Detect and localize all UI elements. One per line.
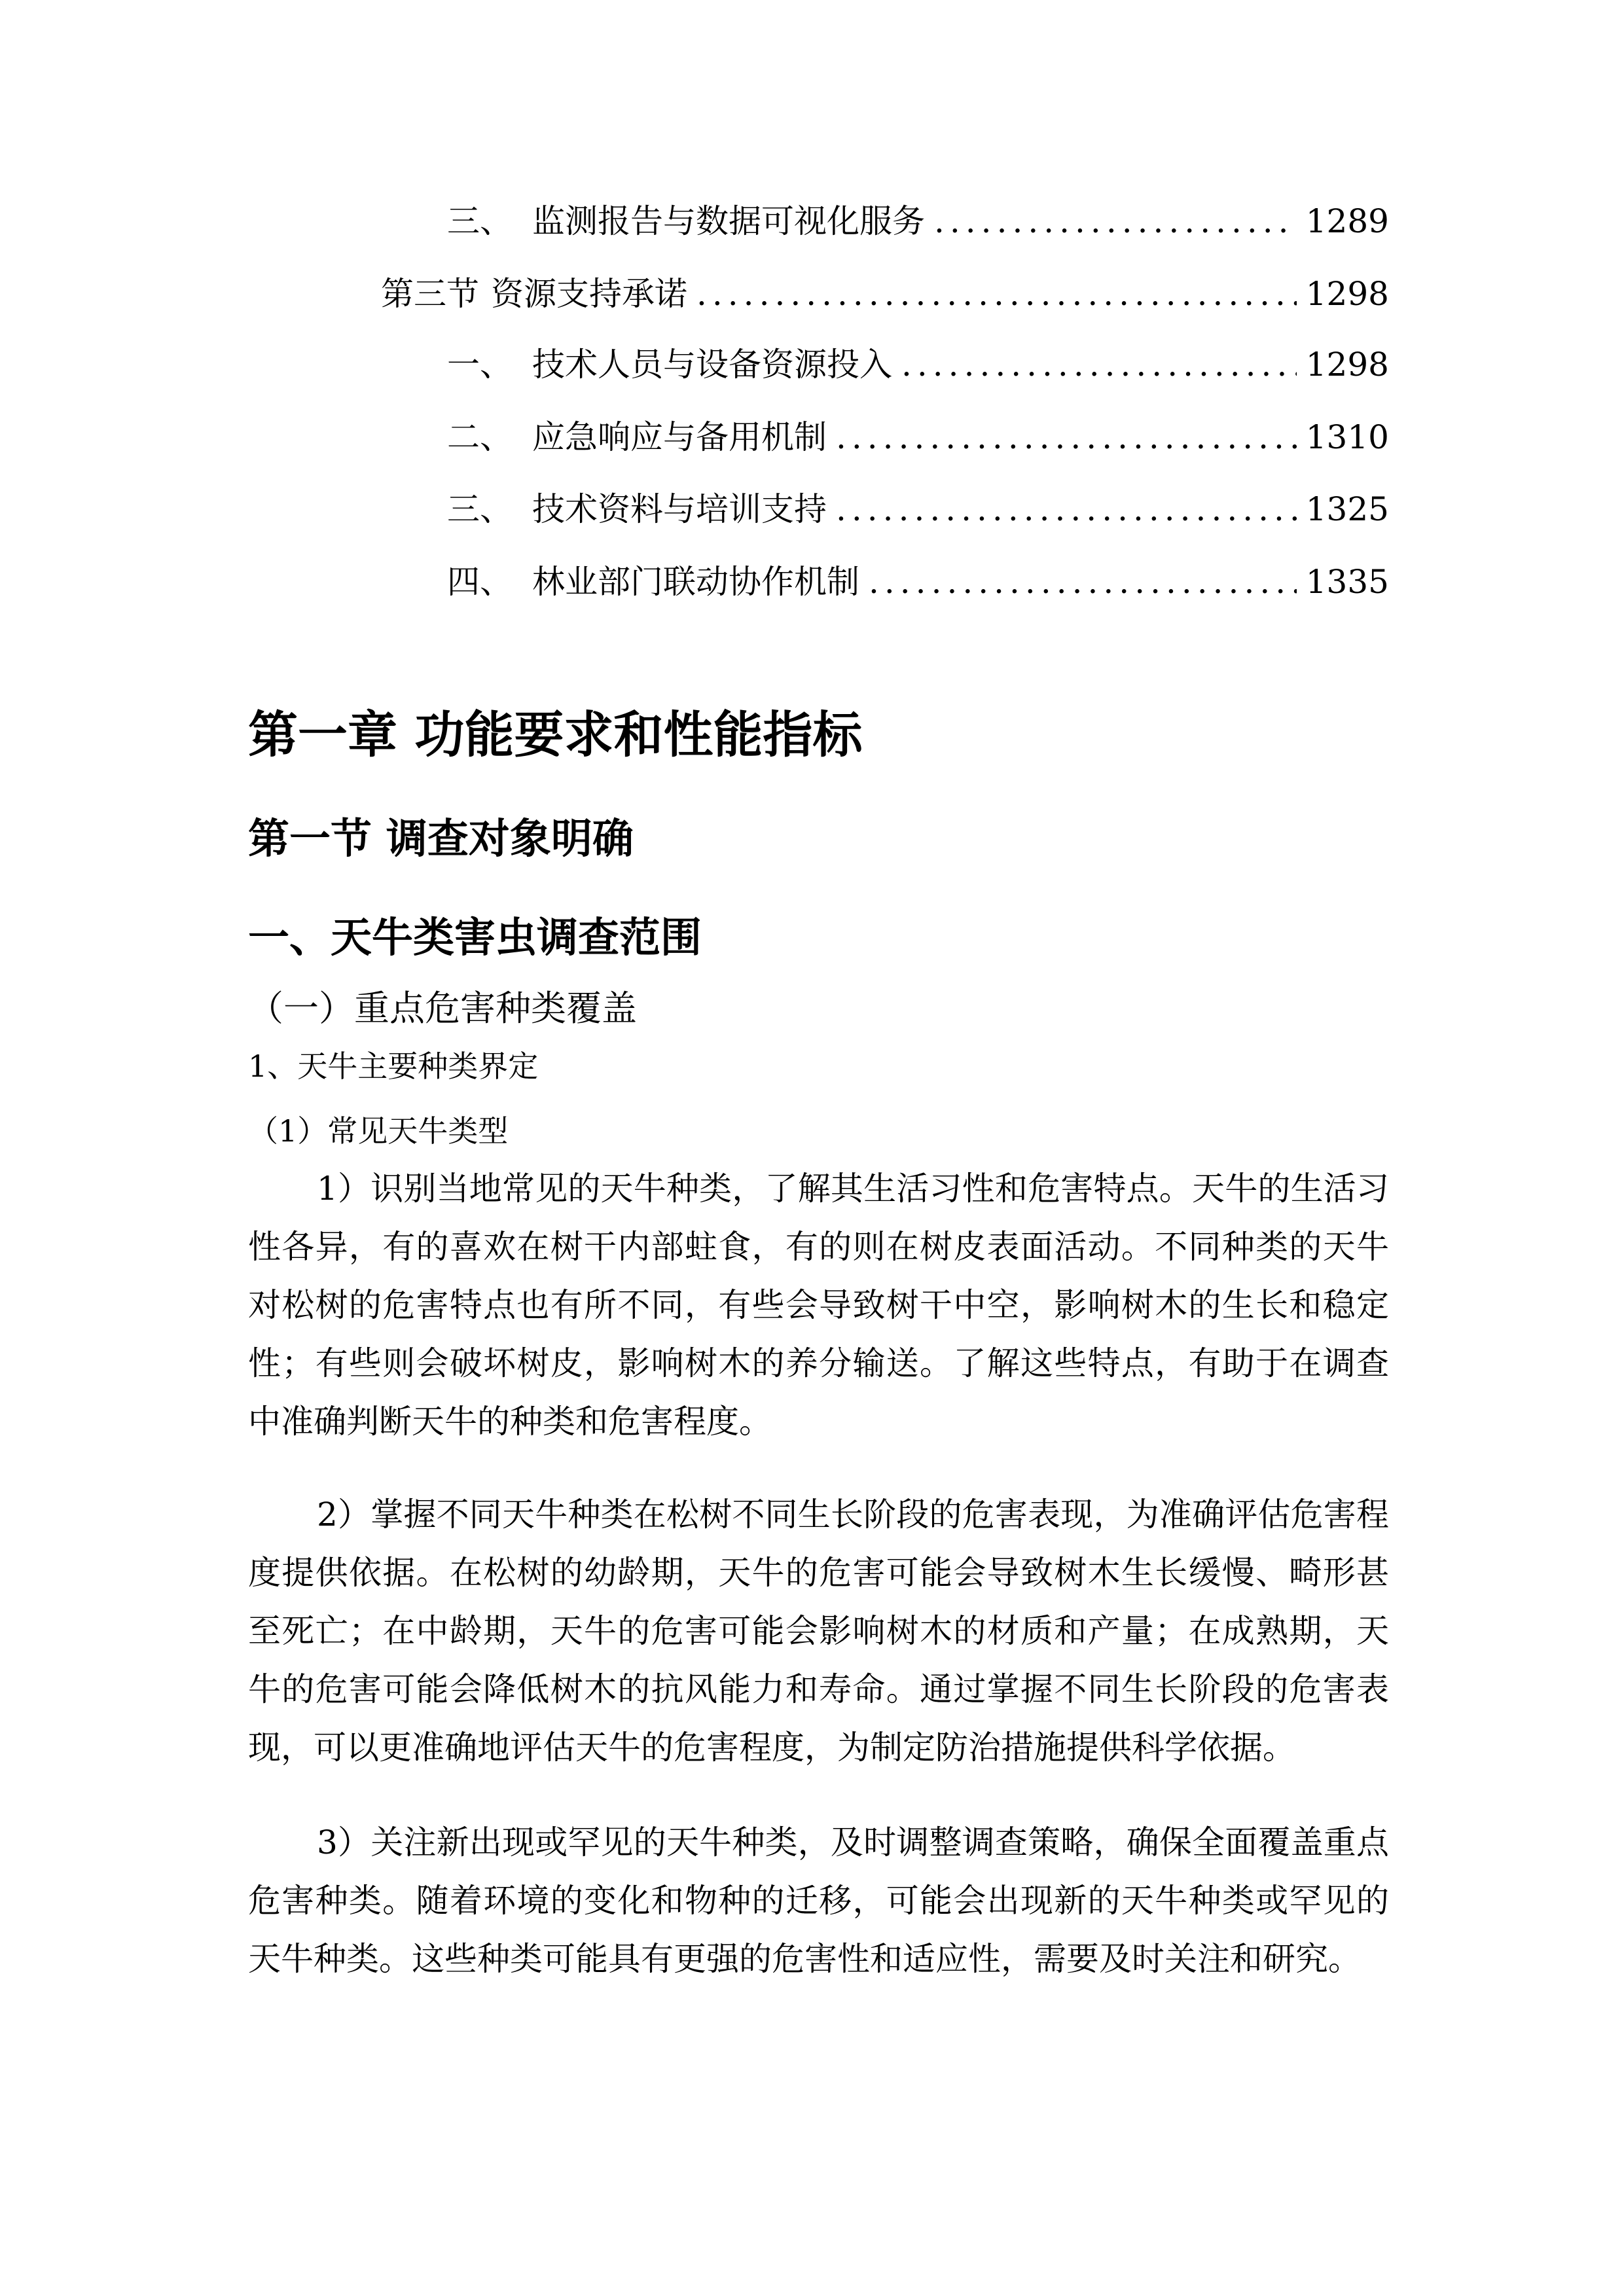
sub-heading-level-4: （1）常见天牛类型: [248, 1113, 509, 1149]
toc-entry[interactable]: [447, 345, 1389, 384]
body-paragraph: 3）关注新出现或罕见的天牛种类，及时调整调查策略，确保全面覆盖重点危害种类。随着环境的变化和物种的迁移，可能会出现新的天牛种类或罕见的天牛种类。这些种类可能具有更强的危害性和适应性，需要及时关注和研究。: [248, 1823, 1389, 1978]
toc-page: 1335: [1305, 563, 1389, 601]
toc-page: 1325: [1305, 490, 1389, 528]
toc-leader: [836, 418, 1297, 457]
toc-title: 资源支持承诺: [491, 275, 687, 313]
sub-heading-level-3: 1、天牛主要种类界定: [248, 1049, 539, 1084]
toc-title: 技术资料与培训支持: [532, 490, 827, 528]
subsection-title: 一、天牛类害虫调查范围: [248, 914, 702, 961]
toc-entry[interactable]: [447, 202, 1389, 241]
toc-entry[interactable]: [447, 562, 1389, 601]
toc-leader: [901, 345, 1297, 384]
toc-title: 应急响应与备用机制: [532, 418, 827, 456]
toc-number: 二、: [447, 418, 513, 456]
toc-leader: [869, 562, 1297, 601]
toc-leader: [934, 202, 1297, 241]
toc-page: 1298: [1305, 275, 1389, 313]
toc-title: 监测报告与数据可视化服务: [532, 202, 925, 240]
section-title: 第一节 调查对象明确: [248, 815, 634, 863]
toc-entry[interactable]: [447, 490, 1389, 529]
toc-number: 三、: [447, 202, 513, 240]
toc-number: 三、: [447, 490, 513, 528]
toc-title: 林业部门联动协作机制: [532, 563, 859, 601]
chapter-title: 第一章 功能要求和性能指标: [248, 706, 863, 764]
body-paragraph: 1）识别当地常见的天牛种类，了解其生活习性和危害特点。天牛的生活习性各异，有的喜欢在树干内部蛀食，有的则在树皮表面活动。不同种类的天牛对松树的危害特点也有所不同，有些会导致树干中空，影响树木的生长和稳定性；有些则会破坏树皮，影响树木的养分输送。了解这些特点，有助于在调查中准确判断天牛的种类和危害程度。: [248, 1170, 1389, 1441]
toc-page: 1298: [1305, 346, 1389, 384]
toc-entry[interactable]: [447, 418, 1389, 457]
body-paragraph: 2）掌握不同天牛种类在松树不同生长阶段的危害表现，为准确评估危害程度提供依据。在松树的幼龄期，天牛的危害可能会导致树木生长缓慢、畸形甚至死亡；在中龄期，天牛的危害可能会影响树木的材质和产量；在成熟期，天牛的危害可能会降低树木的抗风能力和寿命。通过掌握不同生长阶段的危害表现，可以更准确地评估天牛的危害程度，为制定防治措施提供科学依据。: [248, 1496, 1389, 1767]
toc-leader: [836, 490, 1297, 529]
toc-number: 四、: [447, 563, 513, 601]
toc-page: 1289: [1305, 202, 1389, 240]
toc-number: 第三节: [381, 275, 479, 313]
toc-title: 技术人员与设备资源投入: [532, 346, 892, 384]
toc-entry[interactable]: [381, 274, 1389, 314]
sub-heading-level-2: （一）重点危害种类覆盖: [248, 988, 637, 1029]
toc-number: 一、: [447, 346, 513, 384]
toc-leader: [696, 274, 1297, 314]
toc-page: 1310: [1305, 418, 1389, 456]
